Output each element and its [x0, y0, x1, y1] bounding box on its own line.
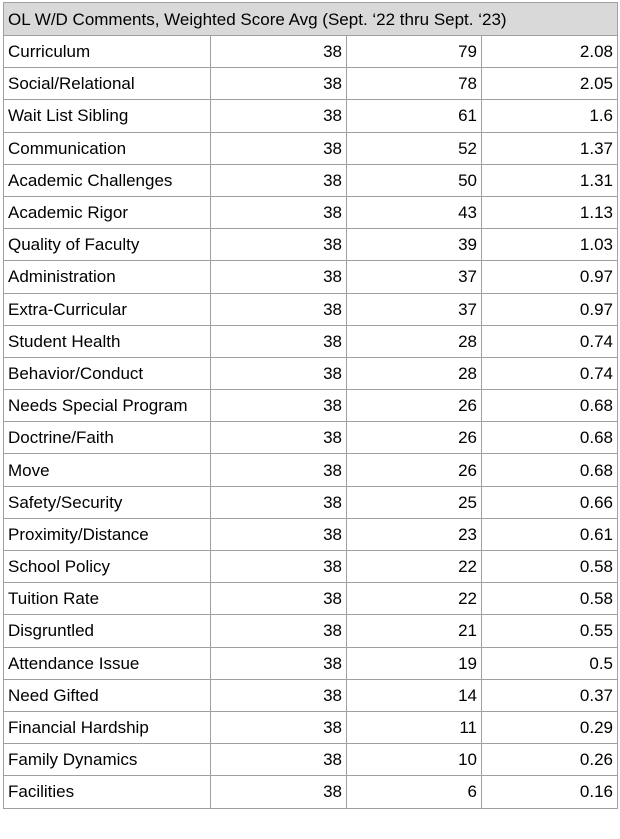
score-cell: 14	[347, 679, 482, 711]
count-cell: 38	[211, 615, 347, 647]
score-cell: 52	[347, 132, 482, 164]
weighted-avg-cell: 0.68	[482, 422, 618, 454]
table-body	[4, 36, 618, 809]
count-cell: 38	[211, 100, 347, 132]
category-cell: Proximity/Distance	[4, 518, 211, 550]
score-cell: 22	[347, 583, 482, 615]
weighted-avg-cell: 0.58	[482, 551, 618, 583]
table-row	[4, 357, 618, 389]
table-row	[4, 36, 618, 68]
weighted-avg-cell: 1.31	[482, 164, 618, 196]
weighted-avg-cell: 0.16	[482, 776, 618, 808]
weighted-avg-cell: 0.97	[482, 293, 618, 325]
category-cell: Needs Special Program	[4, 390, 211, 422]
category-cell: Academic Rigor	[4, 196, 211, 228]
weighted-avg-cell: 0.68	[482, 390, 618, 422]
category-cell: Quality of Faculty	[4, 229, 211, 261]
category-cell: School Policy	[4, 551, 211, 583]
category-cell: Student Health	[4, 325, 211, 357]
score-cell: 37	[347, 293, 482, 325]
weighted-avg-cell: 0.37	[482, 679, 618, 711]
count-cell: 38	[211, 422, 347, 454]
table-row	[4, 325, 618, 357]
score-cell: 6	[347, 776, 482, 808]
weighted-score-table	[3, 2, 618, 809]
count-cell: 38	[211, 711, 347, 743]
count-cell: 38	[211, 196, 347, 228]
table-row	[4, 551, 618, 583]
table-row	[4, 647, 618, 679]
score-cell: 26	[347, 390, 482, 422]
category-cell: Extra-Curricular	[4, 293, 211, 325]
score-cell: 78	[347, 68, 482, 100]
category-cell: Curriculum	[4, 36, 211, 68]
table-row	[4, 583, 618, 615]
category-cell: Tuition Rate	[4, 583, 211, 615]
count-cell: 38	[211, 132, 347, 164]
weighted-avg-cell: 0.61	[482, 518, 618, 550]
weighted-avg-cell: 1.37	[482, 132, 618, 164]
table-row	[4, 422, 618, 454]
score-cell: 21	[347, 615, 482, 647]
table-row	[4, 454, 618, 486]
score-cell: 79	[347, 36, 482, 68]
table-title: OL W/D Comments, Weighted Score Avg (Sept. ‘22 thru Sept. ‘23)	[4, 3, 618, 36]
count-cell: 38	[211, 357, 347, 389]
weighted-avg-cell: 2.05	[482, 68, 618, 100]
category-cell: Doctrine/Faith	[4, 422, 211, 454]
table-row	[4, 164, 618, 196]
table-row	[4, 68, 618, 100]
count-cell: 38	[211, 679, 347, 711]
category-cell: Facilities	[4, 776, 211, 808]
score-cell: 26	[347, 454, 482, 486]
category-cell: Move	[4, 454, 211, 486]
score-cell: 28	[347, 357, 482, 389]
title-row	[4, 3, 618, 36]
score-cell: 50	[347, 164, 482, 196]
count-cell: 38	[211, 293, 347, 325]
category-cell: Safety/Security	[4, 486, 211, 518]
count-cell: 38	[211, 454, 347, 486]
table-row	[4, 679, 618, 711]
count-cell: 38	[211, 518, 347, 550]
score-cell: 10	[347, 744, 482, 776]
category-cell: Need Gifted	[4, 679, 211, 711]
table-row	[4, 615, 618, 647]
weighted-avg-cell: 0.26	[482, 744, 618, 776]
score-cell: 37	[347, 261, 482, 293]
count-cell: 38	[211, 583, 347, 615]
count-cell: 38	[211, 325, 347, 357]
table-row	[4, 293, 618, 325]
score-cell: 39	[347, 229, 482, 261]
score-cell: 11	[347, 711, 482, 743]
score-cell: 26	[347, 422, 482, 454]
table-row	[4, 518, 618, 550]
weighted-avg-cell: 1.13	[482, 196, 618, 228]
weighted-avg-cell: 0.29	[482, 711, 618, 743]
score-cell: 25	[347, 486, 482, 518]
score-cell: 22	[347, 551, 482, 583]
category-cell: Disgruntled	[4, 615, 211, 647]
table-row	[4, 196, 618, 228]
score-cell: 23	[347, 518, 482, 550]
table-row	[4, 261, 618, 293]
count-cell: 38	[211, 486, 347, 518]
weighted-avg-cell: 1.6	[482, 100, 618, 132]
category-cell: Financial Hardship	[4, 711, 211, 743]
weighted-avg-cell: 0.5	[482, 647, 618, 679]
table-row	[4, 776, 618, 808]
count-cell: 38	[211, 744, 347, 776]
table-row	[4, 711, 618, 743]
count-cell: 38	[211, 551, 347, 583]
table-row	[4, 132, 618, 164]
category-cell: Academic Challenges	[4, 164, 211, 196]
weighted-avg-cell: 0.74	[482, 357, 618, 389]
table-row	[4, 486, 618, 518]
category-cell: Administration	[4, 261, 211, 293]
count-cell: 38	[211, 229, 347, 261]
count-cell: 38	[211, 68, 347, 100]
table-row	[4, 744, 618, 776]
category-cell: Family Dynamics	[4, 744, 211, 776]
weighted-avg-cell: 0.66	[482, 486, 618, 518]
weighted-avg-cell: 0.68	[482, 454, 618, 486]
category-cell: Social/Relational	[4, 68, 211, 100]
count-cell: 38	[211, 776, 347, 808]
table-row	[4, 229, 618, 261]
count-cell: 38	[211, 390, 347, 422]
category-cell: Attendance Issue	[4, 647, 211, 679]
weighted-avg-cell: 0.97	[482, 261, 618, 293]
count-cell: 38	[211, 647, 347, 679]
count-cell: 38	[211, 261, 347, 293]
weighted-avg-cell: 2.08	[482, 36, 618, 68]
score-cell: 61	[347, 100, 482, 132]
score-cell: 19	[347, 647, 482, 679]
category-cell: Wait List Sibling	[4, 100, 211, 132]
score-cell: 28	[347, 325, 482, 357]
table-row	[4, 100, 618, 132]
weighted-avg-cell: 0.74	[482, 325, 618, 357]
count-cell: 38	[211, 164, 347, 196]
weighted-avg-cell: 0.58	[482, 583, 618, 615]
weighted-avg-cell: 1.03	[482, 229, 618, 261]
category-cell: Communication	[4, 132, 211, 164]
weighted-avg-cell: 0.55	[482, 615, 618, 647]
table-row	[4, 390, 618, 422]
score-cell: 43	[347, 196, 482, 228]
category-cell: Behavior/Conduct	[4, 357, 211, 389]
count-cell: 38	[211, 36, 347, 68]
